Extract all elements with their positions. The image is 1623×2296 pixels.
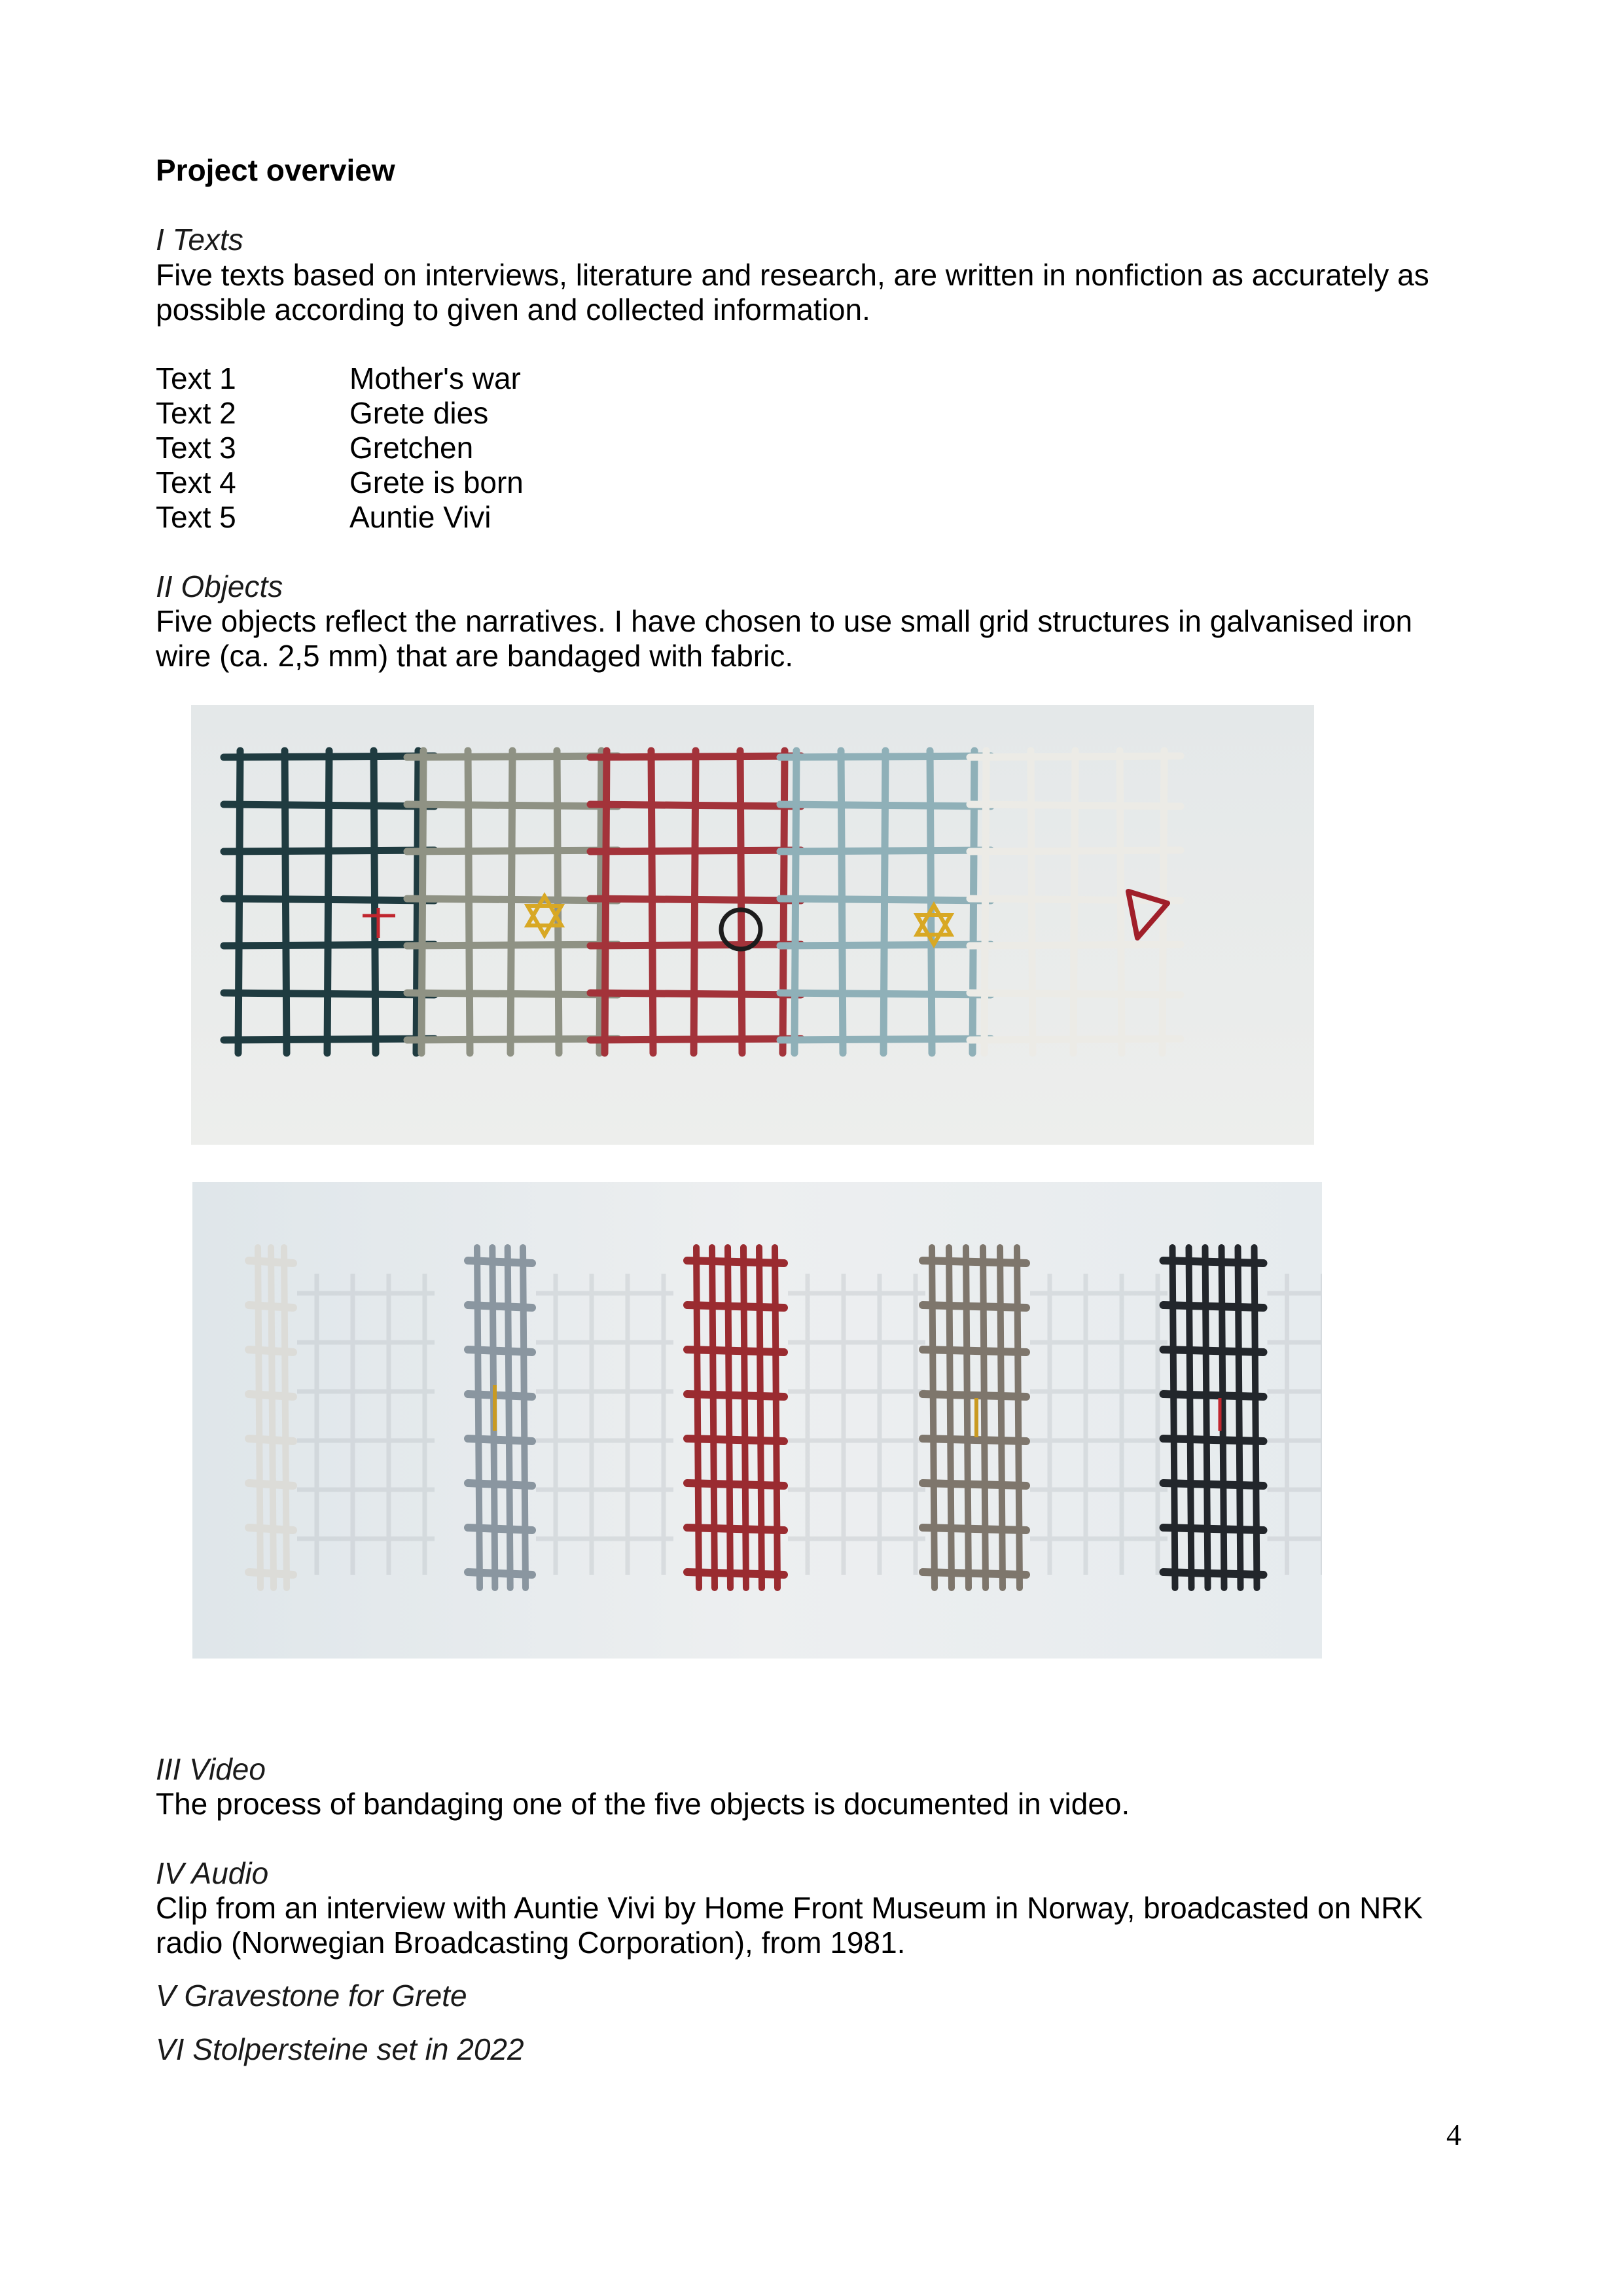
section-video-body: The process of bandaging one of the five objects is documented in video.	[156, 1787, 1130, 1821]
text-title: Grete dies	[349, 396, 489, 430]
objects-photo-rolled	[192, 1182, 1322, 1659]
section-audio-body: Clip from an interview with Auntie Vivi by Home Front Museum in Norway, broadcasted on NRK radio (Norwegian Broadcasting Corporation), from 1981.	[156, 1891, 1423, 1960]
text-title: Gretchen	[349, 431, 474, 465]
objects-photo-flat	[191, 705, 1314, 1145]
rolled-objects-illustration	[192, 1182, 1322, 1659]
text-label: Text 2	[156, 396, 236, 430]
section-gravestone-title: V Gravestone for Grete	[156, 1979, 467, 2013]
section-video-title: III Video	[156, 1752, 266, 1786]
text-label: Text 1	[156, 361, 236, 395]
section-objects-body: Five objects reflect the narratives. I have chosen to use small grid structures in galvanised iron wire (ca. 2,5 mm) that are bandaged with fabric.	[156, 604, 1413, 673]
text-label: Text 5	[156, 500, 236, 534]
section-texts-title: I Texts	[156, 223, 243, 257]
grid-objects-illustration	[191, 705, 1314, 1145]
section-objects-title: II Objects	[156, 569, 283, 603]
text-title: Mother's war	[349, 361, 521, 395]
text-title: Grete is born	[349, 465, 524, 499]
page-title: Project overview	[156, 153, 395, 187]
text-title: Auntie Vivi	[349, 500, 491, 534]
text-label: Text 3	[156, 431, 236, 465]
section-stolpersteine-title: VI Stolpersteine set in 2022	[156, 2032, 524, 2066]
section-texts-body: Five texts based on interviews, literature and research, are written in nonfiction as accurately as possible according to given and collected information.	[156, 258, 1429, 327]
text-label: Text 4	[156, 465, 236, 499]
section-audio-title: IV Audio	[156, 1856, 269, 1890]
page-number: 4	[1446, 2118, 1461, 2151]
